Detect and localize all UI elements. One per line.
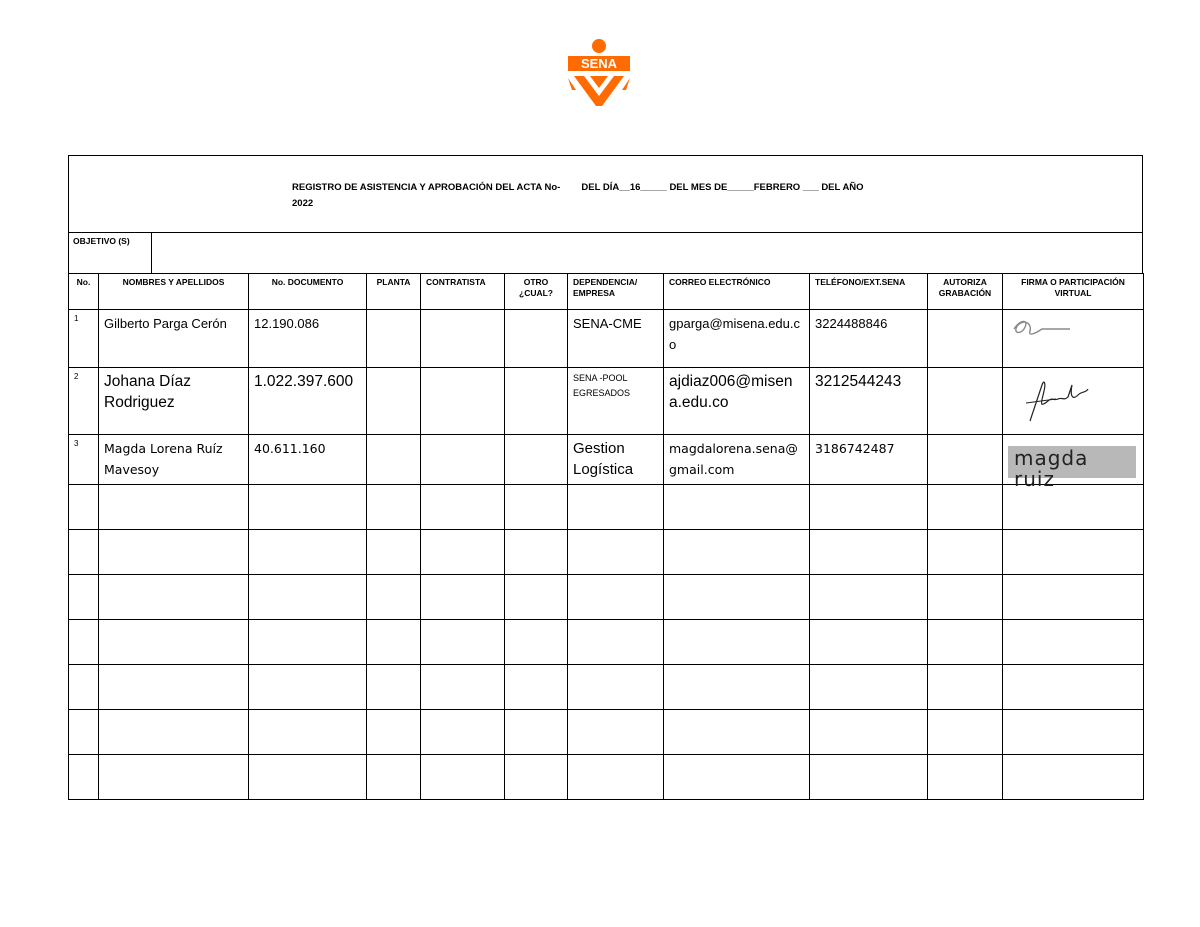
row-telefono: 3224488846 (810, 310, 928, 368)
empty-cell-documento[interactable] (249, 485, 367, 530)
row-otro (505, 310, 568, 368)
empty-cell-firma[interactable] (1003, 530, 1144, 575)
empty-cell-planta[interactable] (367, 485, 421, 530)
col-no: No. (69, 274, 99, 310)
empty-table-row (69, 755, 1144, 800)
col-correo: CORREO ELECTRÓNICO (664, 274, 810, 310)
col-contratista: CONTRATISTA (421, 274, 505, 310)
row-autoriza (928, 368, 1003, 435)
empty-cell-otro[interactable] (505, 710, 568, 755)
row-correo: ajdiaz006@misena.edu.co (664, 368, 810, 435)
empty-cell-documento[interactable] (249, 620, 367, 665)
row-documento: 1.022.397.600 (249, 368, 367, 435)
empty-cell-otro[interactable] (505, 620, 568, 665)
row-number: 1 (69, 310, 99, 368)
empty-cell-correo[interactable] (664, 485, 810, 530)
empty-cell-contratista[interactable] (421, 710, 505, 755)
empty-cell-dependencia[interactable] (568, 665, 664, 710)
row-documento: 40.611.160 (249, 435, 367, 485)
empty-cell-planta[interactable] (367, 755, 421, 800)
col-planta: PLANTA (367, 274, 421, 310)
empty-cell-documento[interactable] (249, 665, 367, 710)
attendance-table (68, 273, 1144, 800)
attendance-sheet (68, 155, 1143, 800)
empty-cell-contratista[interactable] (421, 530, 505, 575)
empty-cell-dependencia[interactable] (568, 575, 664, 620)
empty-cell-no[interactable] (69, 755, 99, 800)
empty-cell-otro[interactable] (505, 575, 568, 620)
empty-table-row (69, 530, 1144, 575)
empty-cell-telefono[interactable] (810, 755, 928, 800)
empty-cell-firma[interactable] (1003, 755, 1144, 800)
col-firma: FIRMA O PARTICIPACIÓN VIRTUAL (1003, 274, 1144, 310)
empty-cell-otro[interactable] (505, 665, 568, 710)
row-nombre: Magda Lorena Ruíz Mavesoy (99, 435, 249, 485)
empty-cell-dependencia[interactable] (568, 620, 664, 665)
empty-cell-nombre[interactable] (99, 485, 249, 530)
empty-cell-correo[interactable] (664, 575, 810, 620)
table-row (69, 310, 1144, 368)
empty-cell-telefono[interactable] (810, 530, 928, 575)
table-row (69, 368, 1144, 435)
signature-icon (1008, 313, 1078, 343)
row-autoriza (928, 435, 1003, 485)
empty-cell-planta[interactable] (367, 710, 421, 755)
empty-cell-correo[interactable] (664, 755, 810, 800)
empty-cell-no[interactable] (69, 575, 99, 620)
sena-logo-text: SENA (580, 56, 618, 71)
row-number: 3 (69, 435, 99, 485)
empty-cell-correo[interactable] (664, 530, 810, 575)
empty-cell-autoriza[interactable] (928, 575, 1003, 620)
row-planta (367, 368, 421, 435)
row-firma (1003, 368, 1144, 435)
empty-cell-no[interactable] (69, 530, 99, 575)
empty-cell-autoriza[interactable] (928, 665, 1003, 710)
objetivo-label: OBJETIVO (S) (69, 233, 152, 273)
row-dependencia: SENA -POOL EGRESADOS (568, 368, 664, 435)
empty-cell-autoriza[interactable] (928, 710, 1003, 755)
table-header-row (69, 274, 1144, 310)
empty-cell-nombre[interactable] (99, 620, 249, 665)
empty-cell-autoriza[interactable] (928, 620, 1003, 665)
empty-cell-contratista[interactable] (421, 485, 505, 530)
empty-cell-nombre[interactable] (99, 755, 249, 800)
empty-cell-otro[interactable] (505, 530, 568, 575)
signature-text: magda ruiz (1014, 446, 1089, 491)
col-dependencia: DEPENDENCIA/ EMPRESA (568, 274, 664, 310)
empty-cell-telefono[interactable] (810, 665, 928, 710)
empty-cell-no[interactable] (69, 485, 99, 530)
empty-cell-autoriza[interactable] (928, 755, 1003, 800)
signature-image (1008, 446, 1136, 491)
row-firma (1003, 310, 1144, 368)
row-nombre: Gilberto Parga Cerón (99, 310, 249, 368)
row-planta (367, 310, 421, 368)
empty-cell-firma[interactable] (1003, 620, 1144, 665)
empty-cell-firma[interactable] (1003, 710, 1144, 755)
empty-cell-no[interactable] (69, 710, 99, 755)
empty-cell-nombre[interactable] (99, 575, 249, 620)
objetivo-field[interactable] (152, 233, 1142, 273)
row-contratista (421, 310, 505, 368)
row-dependencia: SENA-CME (568, 310, 664, 368)
row-planta (367, 435, 421, 485)
row-autoriza (928, 310, 1003, 368)
col-autoriza: AUTORIZA GRABACIÓN (928, 274, 1003, 310)
empty-cell-contratista[interactable] (421, 665, 505, 710)
empty-table-row (69, 620, 1144, 665)
empty-cell-nombre[interactable] (99, 710, 249, 755)
empty-cell-planta[interactable] (367, 620, 421, 665)
empty-cell-dependencia[interactable] (568, 710, 664, 755)
empty-table-row (69, 710, 1144, 755)
row-otro (505, 435, 568, 485)
empty-cell-no[interactable] (69, 665, 99, 710)
empty-cell-contratista[interactable] (421, 620, 505, 665)
empty-cell-otro[interactable] (505, 485, 568, 530)
empty-cell-no[interactable] (69, 620, 99, 665)
empty-cell-firma[interactable] (1003, 575, 1144, 620)
empty-table-row (69, 485, 1144, 530)
row-contratista (421, 368, 505, 435)
signature-icon (1008, 371, 1098, 425)
row-telefono: 3212544243 (810, 368, 928, 435)
empty-cell-dependencia[interactable] (568, 530, 664, 575)
empty-cell-telefono[interactable] (810, 575, 928, 620)
empty-cell-nombre[interactable] (99, 530, 249, 575)
empty-cell-nombre[interactable] (99, 665, 249, 710)
empty-cell-documento[interactable] (249, 710, 367, 755)
objetivo-row (68, 233, 1143, 273)
col-telefono: TELÉFONO/EXT.SENA (810, 274, 928, 310)
empty-cell-autoriza[interactable] (928, 485, 1003, 530)
empty-cell-documento[interactable] (249, 755, 367, 800)
empty-cell-documento[interactable] (249, 530, 367, 575)
empty-table-row (69, 575, 1144, 620)
form-header (68, 155, 1143, 233)
empty-cell-telefono[interactable] (810, 485, 928, 530)
form-title: REGISTRO DE ASISTENCIA Y APROBACIÓN DEL ACTA No- DEL DÍA__16_____ DEL MES DE_____FEBRERO ___ DEL AÑO (292, 182, 864, 193)
empty-cell-correo[interactable] (664, 665, 810, 710)
empty-cell-firma[interactable] (1003, 485, 1144, 530)
empty-table-row (69, 665, 1144, 710)
empty-cell-dependencia[interactable] (568, 485, 664, 530)
row-number: 2 (69, 368, 99, 435)
empty-cell-dependencia[interactable] (568, 755, 664, 800)
empty-cell-contratista[interactable] (421, 575, 505, 620)
row-documento: 12.190.086 (249, 310, 367, 368)
empty-cell-otro[interactable] (505, 755, 568, 800)
sena-logo (564, 38, 634, 106)
empty-cell-firma[interactable] (1003, 665, 1144, 710)
empty-cell-correo[interactable] (664, 620, 810, 665)
row-dependencia: Gestion Logística (568, 435, 664, 485)
col-nombres: NOMBRES Y APELLIDOS (99, 274, 249, 310)
empty-cell-planta[interactable] (367, 575, 421, 620)
row-otro (505, 368, 568, 435)
row-firma (1003, 435, 1144, 491)
empty-cell-planta[interactable] (367, 530, 421, 575)
col-otro: OTRO ¿CUAL? (505, 274, 568, 310)
empty-cell-telefono[interactable] (810, 710, 928, 755)
form-year: 2022 (292, 198, 314, 209)
row-nombre: Johana Díaz Rodriguez (99, 368, 249, 435)
col-documento: No. DOCUMENTO (249, 274, 367, 310)
empty-cell-documento[interactable] (249, 575, 367, 620)
empty-cell-autoriza[interactable] (928, 530, 1003, 575)
row-contratista (421, 435, 505, 485)
empty-cell-correo[interactable] (664, 710, 810, 755)
table-row (69, 435, 1144, 485)
empty-cell-contratista[interactable] (421, 755, 505, 800)
row-telefono: 3186742487 (810, 435, 928, 485)
empty-cell-telefono[interactable] (810, 620, 928, 665)
empty-cell-planta[interactable] (367, 665, 421, 710)
row-correo: gparga@misena.edu.co (664, 310, 810, 368)
row-correo: magdalorena.sena@gmail.com (664, 435, 810, 485)
